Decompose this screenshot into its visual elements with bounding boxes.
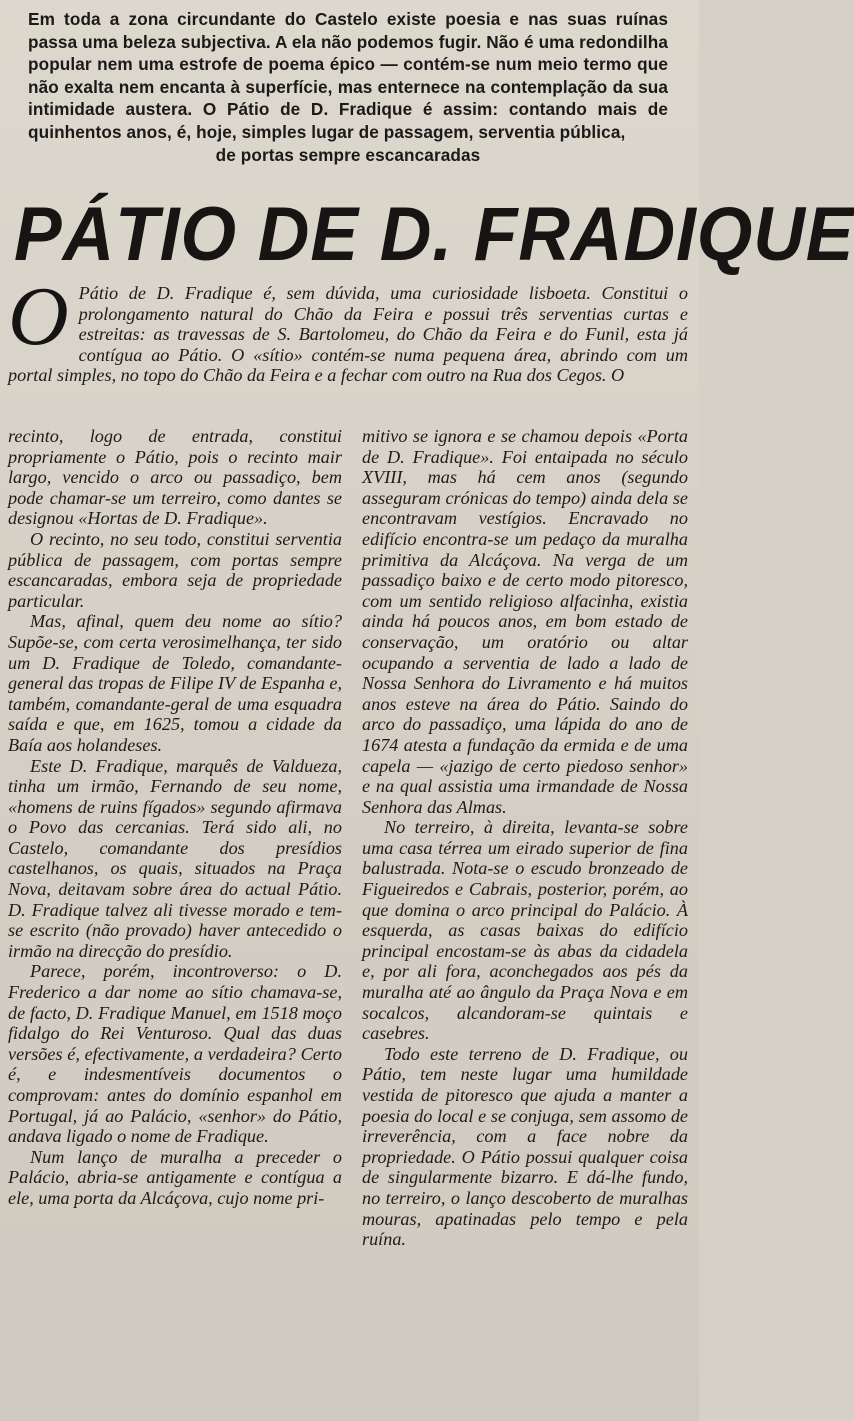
intro-text: Pátio de D. Fradique é, sem dúvida, uma curiosidade lisboeta. Constitui o prolongamento natural do Chão da Feira e possui três serventias curtas e estreitas: as travessas de S. Bartolomeu, do Chão da Feira e do Funil, esta já contígua ao Pátio. O «sítio» contém-se numa pequena área, abrindo com um portal simples, no topo do Chão da Feira e a fechar com outro na Rua dos Cegos. O bbox=[8, 283, 688, 386]
drop-cap: O bbox=[8, 270, 69, 363]
headline: PÁTIO DE D. FRADIQUE bbox=[14, 192, 854, 277]
paragraph: Parece, porém, incontroverso: o D. Frederico a dar nome ao sítio chamava-se, de facto, D. Fradique Manuel, em 1518 moço fidalgo do Rei Venturoso. Qual das duas versões é, efectivamente, a verdadeira? Certo é, e indesmentíveis documentos o comprovam: antes do domínio espanhol em Portugal, já ao Palácio, «senhor» do Pátio, andava ligado o nome de Fradique. bbox=[8, 961, 342, 1147]
right-column bbox=[362, 426, 688, 1250]
paragraph: O recinto, no seu todo, constitui serventia pública de passagem, com portas sempre escancaradas, embora seja de propriedade particular. bbox=[8, 528, 342, 611]
article-intro bbox=[8, 270, 688, 386]
lede-text: Em toda a zona circundante do Castelo existe poesia e nas suas ruínas passa uma beleza subjectiva. A ela não podemos fugir. Não é uma redondilha popular nem uma estrofe de poema épico — contém-se num meio termo que não exalta nem encanta à superfície, mas enternece na contemplação da sua intimidade austera. O Pátio de D. Fradique é assim: contando mais de quinhentos anos, é, hoje, simples lugar de passagem, serventia pública, bbox=[28, 9, 668, 142]
paragraph: Mas, afinal, quem deu nome ao sítio? Supõe-se, com certa verosimelhança, ter sido um D. Fradique de Toledo, comandante-general das tropas de Filipe IV de Espanha e, também, comandante-geral de uma esquadra saída e que, em 1625, tomou a cidade da Baía aos holandeses. bbox=[8, 611, 342, 755]
paragraph: Todo este terreno de D. Fradique, ou Pátio, tem neste lugar uma humildade vestida de pitoresco que ajuda a manter a poesia do local e se conjuga, sem assomo de irreverência, com a face nobre da propriedade. O Pátio possui qualquer coisa de singularmente bizarro. E dá-lhe fundo, no terreiro, o lanço descoberto de muralhas mouras, apatinadas pelo tempo e pela ruína. bbox=[362, 1043, 688, 1250]
lede-last-line: de portas sempre escancaradas bbox=[215, 144, 481, 165]
paragraph: Num lanço de muralha a preceder o Palácio, abria-se antigamente e contígua a ele, uma porta da Alcáçova, cujo nome pri- bbox=[8, 1146, 342, 1208]
paragraph: Este D. Fradique, marquês de Valdueza, tinha um irmão, Fernando de seu nome, «homens de ruins fígados» segundo afirmava o Povo das cercanias. Terá sido ali, no Castelo, comandante dos presídios castelhanos, os quais, situados na Praça Nova, deitavam sobre área do actual Pátio. D. Fradique talvez ali tivesse morado e tem-se escrito (não provado) haver antecedido o irmão na direcção do presídio. bbox=[8, 755, 342, 961]
paragraph: No terreiro, à direita, levanta-se sobre uma casa térrea um eirado superior de fina balustrada. Nota-se o escudo bronzeado de Figueiredos e Cabrais, posterior, porém, ao que domina o arco principal do Palácio. À esquerda, as casas baixas do edifício principal encostam-se às abas da cidadela e, por ali fora, aconchegados aos pés da muralha até ao ângulo da Praça Nova e em socalcos, alcandoram-se quintais e casebres. bbox=[362, 817, 688, 1044]
paragraph: mitivo se ignora e se chamou depois «Porta de D. Fradique». Foi entaipada no século XVIII, mas há cem anos (segundo asseguram crónicas do tempo) ainda dela se encontravam vestígios. Encravado no edifício encontra-se um pedaço da muralha primitiva da Alcáçova. Na verga de um passadiço baixo e de certo modo pitoresco, com um sentido religioso alfacinha, existia ainda há poucos anos, em bom estado de conservação, um oratório ou altar ocupando a serventia de lado a lado de Nossa Senhora do Livramento e há muitos anos esteve na área do Pátio. Saindo do arco do passadiço, uma lápida do ano de 1674 atesta a fundação da ermida e de uma capela — «jazigo de certo piedoso senhor» e na qual assistia uma irmandade de Nossa Senhora das Almas. bbox=[362, 426, 688, 817]
lede-paragraph bbox=[28, 8, 668, 166]
paragraph: recinto, logo de entrada, constitui propriamente o Pátio, pois o recinto mair largo, vencido o arco ou passadiço, bem pode chamar-se um terreiro, como dantes se designou «Hortas de D. Fradique». bbox=[8, 426, 342, 529]
left-column bbox=[8, 426, 342, 1209]
